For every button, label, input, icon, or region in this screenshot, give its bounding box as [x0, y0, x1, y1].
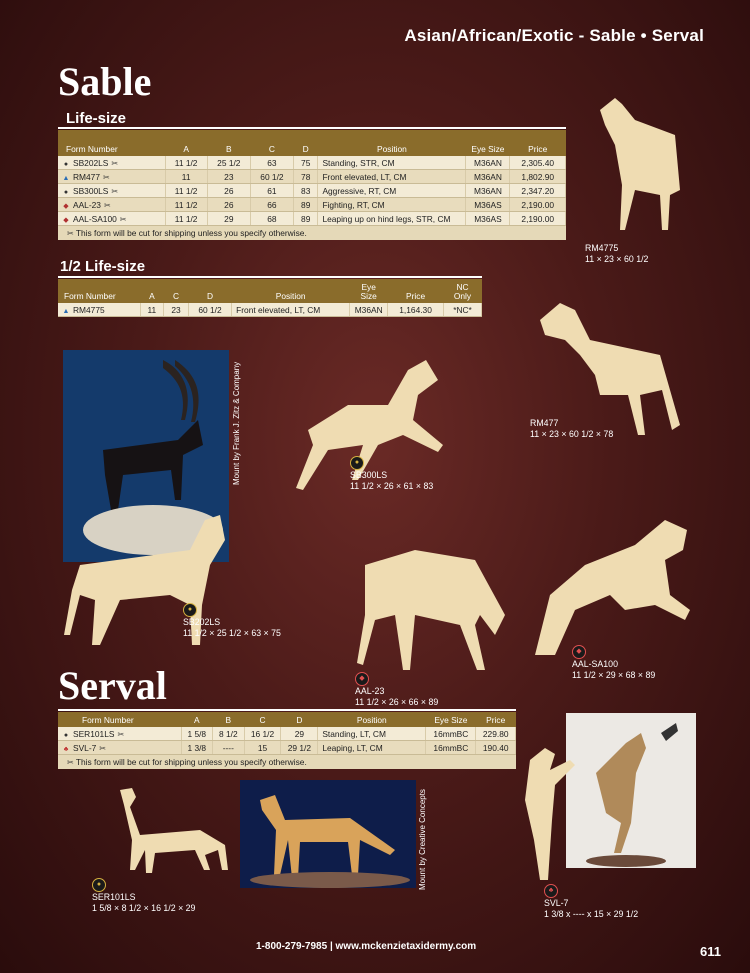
halfsize-subtitle: 1/2 Life-size	[60, 258, 146, 275]
cell-d: 29 1/2	[281, 741, 318, 755]
ser-brand-icon: ●	[63, 731, 69, 739]
cell-eye-size: M36AN	[466, 156, 510, 170]
serval-rule	[58, 709, 516, 711]
serval-title: Serval	[58, 663, 167, 708]
cell-c: 60 1/2	[250, 170, 293, 184]
sb300ls-label	[350, 456, 433, 492]
sb-brand-icon: ●	[63, 188, 69, 196]
sable-lifesize-table-wrap	[58, 130, 566, 240]
sb300ls-name: SB300LS	[350, 470, 388, 480]
rm477-dims: 11 × 23 × 60 1/2 × 78	[530, 428, 614, 439]
col-nc-only: NC Only	[444, 279, 482, 303]
cell-c: 15	[244, 741, 281, 755]
cell-c: 68	[250, 212, 293, 226]
aal-sa100-name: AAL-SA100	[572, 659, 618, 669]
cell-price: 2,347.20	[510, 184, 566, 198]
col-d: D	[188, 279, 231, 303]
lifesize-rule	[58, 127, 566, 129]
ser101ls-name: SER101LS	[92, 892, 136, 902]
sb202ls-label	[183, 603, 281, 639]
cell-d: 60 1/2	[188, 303, 231, 317]
sb-brand-icon: ●	[350, 456, 364, 470]
table-row	[58, 727, 516, 741]
form-number: RM477	[73, 171, 100, 182]
col-price: Price	[510, 130, 566, 156]
col-form-number: Form Number	[58, 279, 140, 303]
ser-brand-icon: ●	[92, 878, 106, 892]
cell-eye-size: M36AS	[466, 212, 510, 226]
sb-brand-icon: ●	[183, 603, 197, 617]
rm4775-dims: 11 × 23 × 60 1/2	[585, 253, 649, 264]
aal-brand-icon: ◆	[355, 672, 369, 686]
col-eye-size: Eye Size	[466, 130, 510, 156]
col-c: C	[244, 712, 281, 727]
cell-price: 2,190.00	[510, 198, 566, 212]
cell-eye-size: M36AN	[350, 303, 388, 317]
cell-nc-only: *NC*	[444, 303, 482, 317]
table-row	[58, 156, 566, 170]
col-position: Position	[318, 712, 426, 727]
form-number: SB202LS	[73, 157, 109, 168]
ser101ls-dims: 1 5/8 × 8 1/2 × 16 1/2 × 29	[92, 902, 196, 913]
halfsize-rule	[58, 276, 482, 278]
svl-brand-icon: ♣	[544, 884, 558, 898]
cell-d: 89	[293, 198, 317, 212]
table-row	[58, 198, 566, 212]
cut-icon: ✂	[67, 758, 74, 767]
serval-mount-illustration	[240, 780, 416, 888]
aal-sa100-label	[572, 645, 655, 681]
cell-eye-size: 16mmBC	[426, 727, 476, 741]
cut-icon: ✂	[117, 729, 125, 739]
cell-price: 2,190.00	[510, 212, 566, 226]
svl-7-form-image	[510, 740, 580, 885]
serval-table-wrap	[58, 712, 516, 769]
sable-halfsize-table-wrap	[58, 279, 482, 317]
serval-photo-credit: Mount by Creative Concepts	[418, 789, 427, 890]
cut-note-text: This form will be cut for shipping unless you specify otherwise.	[75, 757, 307, 767]
cell-a: 11 1/2	[165, 212, 207, 226]
cell-eye-size: M36AN	[466, 184, 510, 198]
serval-mount-photo	[240, 780, 416, 888]
cell-a: 11	[140, 303, 164, 317]
svl-7-name: SVL-7	[544, 898, 569, 908]
cell-d: 89	[293, 212, 317, 226]
table-row	[58, 170, 566, 184]
col-form-number: Form Number	[58, 130, 165, 156]
form-number: AAL-23	[73, 199, 101, 210]
svl-brand-icon: ♣	[63, 745, 69, 753]
cell-a: 1 3/8	[181, 741, 213, 755]
cell-price: 1,802.90	[510, 170, 566, 184]
table-row	[58, 212, 566, 226]
aal-23-form-image	[355, 545, 515, 675]
cut-icon: ✂	[103, 172, 110, 182]
form-number: SVL-7	[73, 742, 97, 753]
col-eye-size: Eye Size	[426, 712, 476, 727]
serval-leaping-illustration	[566, 713, 696, 868]
cut-note	[58, 755, 516, 769]
sb-brand-icon: ●	[63, 160, 69, 168]
form-number: RM4775	[73, 304, 105, 315]
cut-note-text: This form will be cut for shipping unless you specify otherwise.	[75, 228, 307, 238]
svl-7-dims: 1 3/8 x ---- x 15 × 29 1/2	[544, 908, 639, 919]
aal-sa100-dims: 11 1/2 × 29 × 68 × 89	[572, 669, 656, 680]
col-b: B	[213, 712, 245, 727]
aal-brand-icon: ◆	[572, 645, 586, 659]
cell-a: 11 1/2	[165, 156, 207, 170]
sable-lifesize-table	[58, 130, 566, 226]
cut-note	[58, 226, 566, 240]
section-header: Asian/African/Exotic - Sable • Serval	[404, 26, 704, 45]
aal-sa100-form-image	[525, 515, 695, 665]
rm4775-form-image	[580, 90, 690, 240]
cell-d: 29	[281, 727, 318, 741]
aal-brand-icon: ◆	[63, 216, 69, 224]
cell-b: 25 1/2	[207, 156, 250, 170]
col-eye-size: Eye Size	[350, 279, 388, 303]
cut-icon: ✂	[111, 158, 119, 168]
cut-icon: ✂	[103, 200, 111, 210]
serval-leaping-photo	[566, 713, 696, 868]
col-form-number: Form Number	[58, 712, 181, 727]
cell-d: 83	[293, 184, 317, 198]
cell-d: 75	[293, 156, 317, 170]
cell-eye-size: M36AN	[466, 170, 510, 184]
col-a: A	[165, 130, 207, 156]
lifesize-subtitle: Life-size	[66, 110, 127, 127]
cell-b: 8 1/2	[213, 727, 245, 741]
cell-c: 23	[164, 303, 189, 317]
table-row	[58, 184, 566, 198]
col-d: D	[293, 130, 317, 156]
col-price: Price	[476, 712, 516, 727]
ser101ls-form-image	[100, 785, 235, 875]
table-row	[58, 741, 516, 755]
col-b: B	[207, 130, 250, 156]
footer-contact: 1-800-279-7985 | www.mckenzietaxidermy.com	[256, 941, 477, 952]
ser101ls-label	[92, 878, 195, 914]
cell-position: Leaping up on hind legs, STR, CM	[318, 212, 466, 226]
sable-title: Sable	[58, 59, 152, 104]
serval-table	[58, 712, 516, 755]
cell-b: 29	[207, 212, 250, 226]
cut-icon: ✂	[111, 186, 119, 196]
cell-position: Fighting, RT, CM	[318, 198, 466, 212]
form-number: SER101LS	[73, 728, 115, 739]
sable-photo-credit: Mount by Frank J. Zitz & Company	[232, 361, 241, 485]
aal-23-dims: 11 1/2 × 26 × 66 × 89	[355, 696, 439, 707]
page-number: 611	[700, 944, 721, 959]
cell-position: Front elevated, LT, CM	[318, 170, 466, 184]
cell-b: 23	[207, 170, 250, 184]
cut-icon: ✂	[119, 214, 127, 224]
sb202ls-dims: 11 1/2 × 25 1/2 × 63 × 75	[183, 627, 281, 638]
cell-a: 11 1/2	[165, 198, 207, 212]
col-price: Price	[388, 279, 444, 303]
cell-b: ----	[213, 741, 245, 755]
cell-c: 66	[250, 198, 293, 212]
cell-price: 190.40	[476, 741, 516, 755]
cell-position: Standing, LT, CM	[318, 727, 426, 741]
cell-position: Aggressive, RT, CM	[318, 184, 466, 198]
cell-eye-size: 16mmBC	[426, 741, 476, 755]
form-number: SB300LS	[73, 185, 109, 196]
aal-23-name: AAL-23	[355, 686, 385, 696]
rm4775-label	[585, 243, 648, 265]
rm-brand-icon: ▲	[62, 174, 70, 182]
cell-eye-size: M36AS	[466, 198, 510, 212]
sb202ls-name: SB202LS	[183, 617, 221, 627]
col-position: Position	[318, 130, 466, 156]
cell-a: 11	[165, 170, 207, 184]
cell-price: 2,305.40	[510, 156, 566, 170]
cell-d: 78	[293, 170, 317, 184]
table-row	[58, 303, 482, 317]
col-position: Position	[232, 279, 350, 303]
rm477-name: RM477	[530, 418, 559, 428]
cell-a: 1 5/8	[181, 727, 213, 741]
cut-icon: ✂	[67, 229, 74, 238]
sb300ls-dims: 11 1/2 × 26 × 61 × 83	[350, 480, 434, 491]
col-a: A	[140, 279, 164, 303]
cell-position: Standing, STR, CM	[318, 156, 466, 170]
col-c: C	[164, 279, 189, 303]
rm-brand-icon: ▲	[62, 307, 70, 315]
sable-halfsize-table	[58, 279, 482, 317]
cut-icon: ✂	[99, 743, 106, 753]
cell-position: Front elevated, LT, CM	[232, 303, 350, 317]
cell-c: 16 1/2	[244, 727, 281, 741]
aal-23-label	[355, 672, 438, 708]
cell-price: 1,164.30	[388, 303, 444, 317]
cell-c: 63	[250, 156, 293, 170]
col-d: D	[281, 712, 318, 727]
rm477-label	[530, 418, 613, 440]
cell-price: 229.80	[476, 727, 516, 741]
rm4775-name: RM4775	[585, 243, 619, 253]
cell-c: 61	[250, 184, 293, 198]
cell-b: 26	[207, 184, 250, 198]
svl-7-label	[544, 884, 638, 920]
cell-a: 11 1/2	[165, 184, 207, 198]
col-c: C	[250, 130, 293, 156]
col-a: A	[181, 712, 213, 727]
form-number: AAL-SA100	[73, 213, 117, 224]
cell-position: Leaping, LT, CM	[318, 741, 426, 755]
cell-b: 26	[207, 198, 250, 212]
aal-brand-icon: ◆	[63, 202, 69, 210]
